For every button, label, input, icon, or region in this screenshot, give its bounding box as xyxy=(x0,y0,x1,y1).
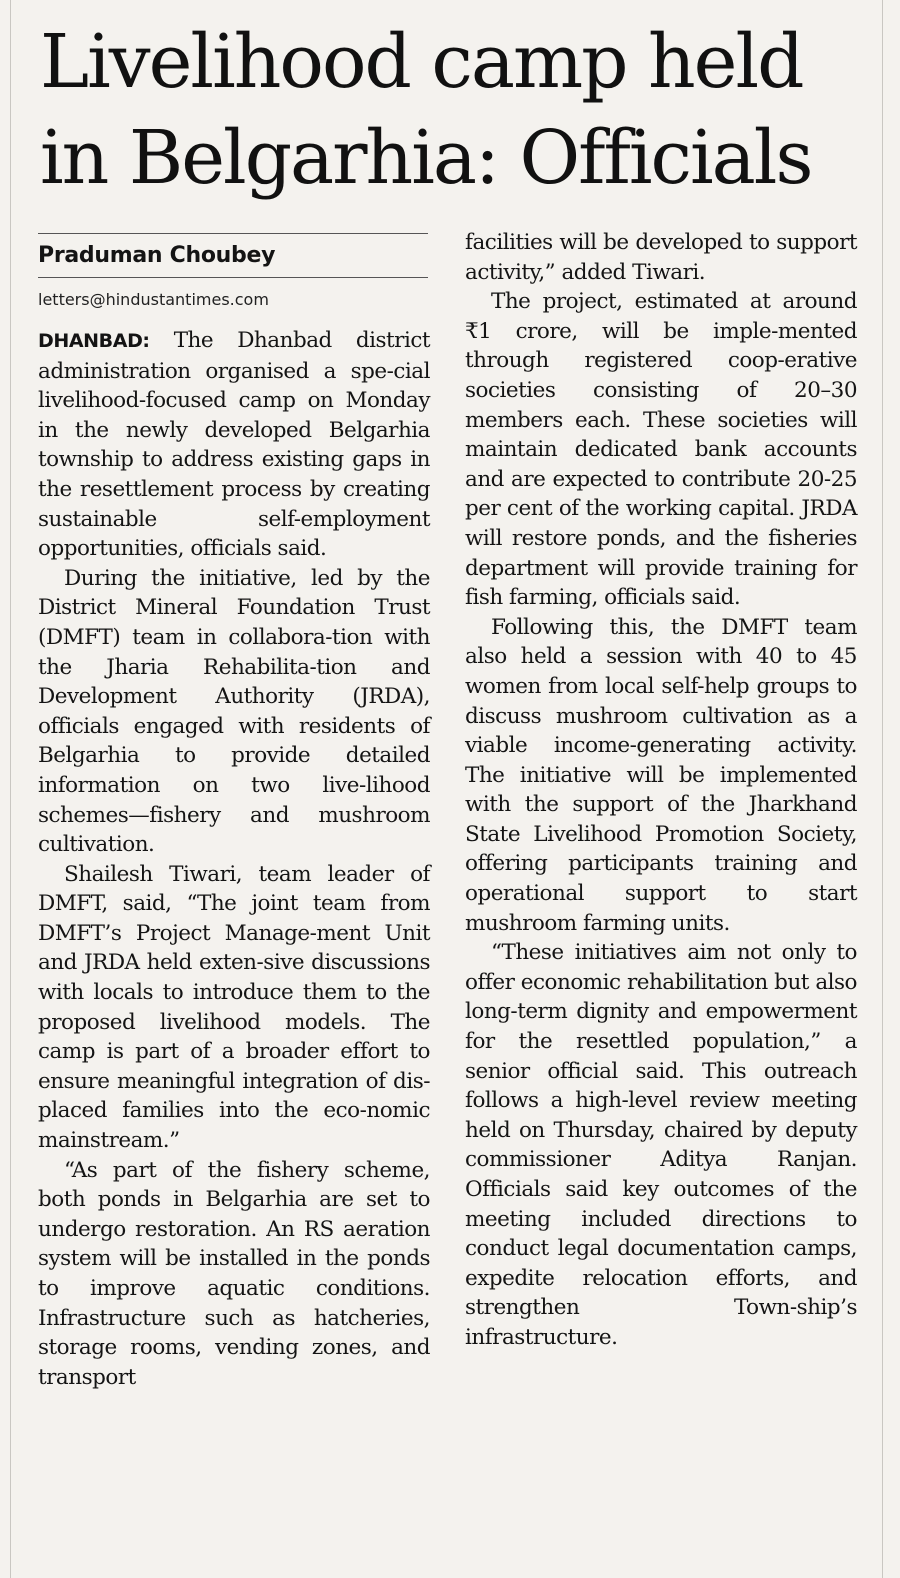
paragraph-1 xyxy=(38,326,430,564)
byline-rule-bottom xyxy=(38,277,428,278)
author-email: letters@hindustantimes.com xyxy=(38,290,269,309)
dateline: DHANBAD: xyxy=(38,330,150,352)
paragraph-5: The project, estimated at around ₹1 crore, will be imple-mented through registered coop-erative societies consisting of 20–30 members each. These societies will maintain dedicated bank accounts and are expected to contribute 20-25 per cent of the working capital. JRDA will restore ponds, and the fisheries department will provide training for fish farming, officials said. xyxy=(465,289,857,611)
headline-line-1: Livelihood camp held xyxy=(40,19,803,105)
headline-line-2: in Belgarhia: Officials xyxy=(40,115,812,201)
paragraph-4: “As part of the fishery scheme, both ponds in Belgarhia are set to undergo restoration. An RS aeration system will be installed in the ponds to improve aquatic conditions. Infrastructure such as hatcheries, storage rooms, vending zones, and transport xyxy=(38,1157,430,1390)
article-column-right xyxy=(465,228,857,1353)
paragraph-2: During the initiative, led by the District Mineral Foundation Trust (DMFT) team in collabora-tion with the Jharia Rehabilita-tion and Development Authority (JRDA), officials engaged with residents of Belgarhia to provide detailed information on two live-lihood schemes—fishery and mushroom cultivation. xyxy=(38,565,430,858)
column-rule-left xyxy=(10,0,11,1578)
byline-rule-top xyxy=(38,233,428,234)
column-rule-right xyxy=(882,0,883,1578)
paragraph-3: Shailesh Tiwari, team leader of DMFT, said, “The joint team from DMFT’s Project Manage-ment Unit and JRDA held exten-sive discussions with locals to introduce them to the proposed livelihood models. The camp is part of a broader effort to ensure meaningful integration of dis-placed families into the eco-nomic mainstream.” xyxy=(38,861,430,1154)
author-name: Praduman Choubey xyxy=(38,243,276,268)
paragraph-6: Following this, the DMFT team also held a session with 40 to 45 women from local self-help groups to discuss mushroom cultivation as a viable income-generating activity. The initiative will be implemented with the support of the Jharkhand State Livelihood Promotion Society, offering participants training and operational support to start mushroom farming units. xyxy=(465,614,857,936)
byline xyxy=(38,233,428,311)
headline xyxy=(40,14,860,206)
article-column-left xyxy=(38,326,430,1392)
paragraph-7: “These initiatives aim not only to offer economic rehabilitation but also long-term dignity and empowerment for the resettled population,” a senior official said. This outreach follows a high-level review meeting held on Thursday, chaired by deputy commissioner Aditya Ranjan. Officials said key outcomes of the meeting included directions to conduct legal documentation camps, expedite relocation efforts, and strengthen Town-ship’s infrastructure. xyxy=(465,940,857,1350)
paragraph-4-continued: facilities will be developed to support activity,” added Tiwari. xyxy=(465,230,857,285)
paragraph-1-text: The Dhanbad district administration organised a spe-cial livelihood-focused camp on Monday in the newly developed Belgarhia township to address existing gaps in the resettlement process by creating sustainable self-employment opportunities, officials said. xyxy=(38,328,430,562)
